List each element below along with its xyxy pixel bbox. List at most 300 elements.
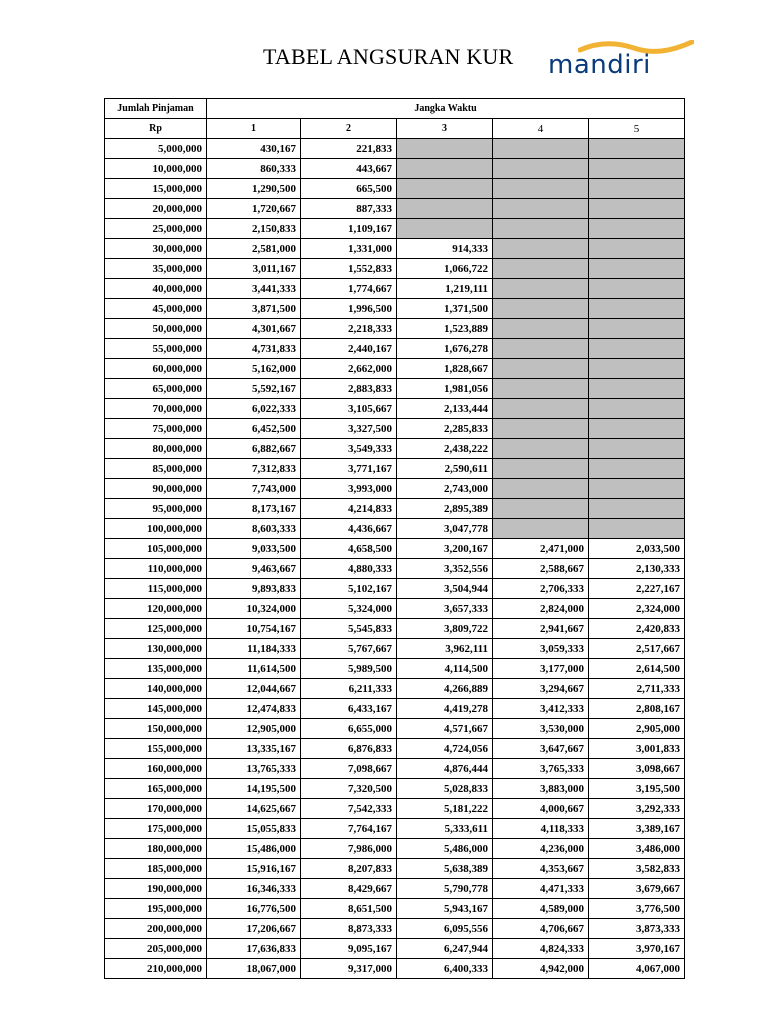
installment-cell: 3,657,333 (397, 599, 493, 619)
installment-cell: 13,765,333 (207, 759, 301, 779)
installment-cell (493, 299, 589, 319)
installment-cell: 1,828,667 (397, 359, 493, 379)
table-row (105, 619, 685, 639)
installment-cell: 5,545,833 (301, 619, 397, 639)
installment-cell (589, 139, 685, 159)
table-row (105, 239, 685, 259)
installment-cell: 3,294,667 (493, 679, 589, 699)
installment-cell: 2,033,500 (589, 539, 685, 559)
installment-cell: 8,651,500 (301, 899, 397, 919)
installment-cell (589, 459, 685, 479)
installment-cell: 2,905,000 (589, 719, 685, 739)
installment-cell: 16,346,333 (207, 879, 301, 899)
installment-cell (493, 339, 589, 359)
loan-amount-cell: 160,000,000 (105, 759, 207, 779)
table-row (105, 759, 685, 779)
installment-cell: 2,590,611 (397, 459, 493, 479)
installment-table (104, 98, 685, 979)
loan-amount-cell: 130,000,000 (105, 639, 207, 659)
installment-cell: 7,098,667 (301, 759, 397, 779)
loan-amount-cell: 195,000,000 (105, 899, 207, 919)
installment-cell (589, 359, 685, 379)
installment-cell: 1,109,167 (301, 219, 397, 239)
installment-cell: 3,871,500 (207, 299, 301, 319)
table-row (105, 859, 685, 879)
installment-cell: 2,824,000 (493, 599, 589, 619)
table-row (105, 899, 685, 919)
loan-amount-cell: 70,000,000 (105, 399, 207, 419)
loan-amount-cell: 185,000,000 (105, 859, 207, 879)
header-row-1 (105, 99, 685, 119)
installment-cell (589, 399, 685, 419)
installment-cell: 1,552,833 (301, 259, 397, 279)
installment-cell: 13,335,167 (207, 739, 301, 759)
installment-cell: 5,943,167 (397, 899, 493, 919)
installment-cell (493, 139, 589, 159)
installment-cell (589, 259, 685, 279)
installment-cell: 4,824,333 (493, 939, 589, 959)
installment-cell (493, 159, 589, 179)
installment-cell (493, 279, 589, 299)
installment-cell: 14,195,500 (207, 779, 301, 799)
installment-cell: 6,433,167 (301, 699, 397, 719)
installment-cell (493, 239, 589, 259)
installment-cell (397, 219, 493, 239)
installment-cell: 4,436,667 (301, 519, 397, 539)
table-row (105, 359, 685, 379)
table-row (105, 639, 685, 659)
loan-amount-cell: 155,000,000 (105, 739, 207, 759)
loan-amount-cell: 180,000,000 (105, 839, 207, 859)
installment-cell: 887,333 (301, 199, 397, 219)
installment-cell: 3,327,500 (301, 419, 397, 439)
installment-cell: 3,530,000 (493, 719, 589, 739)
installment-cell: 2,662,000 (301, 359, 397, 379)
loan-amount-cell: 120,000,000 (105, 599, 207, 619)
installment-cell: 4,942,000 (493, 959, 589, 979)
installment-cell: 4,706,667 (493, 919, 589, 939)
header-loan-amount: Jumlah Pinjaman (105, 99, 207, 119)
installment-cell: 5,324,000 (301, 599, 397, 619)
installment-cell: 7,986,000 (301, 839, 397, 859)
installment-cell: 3,292,333 (589, 799, 685, 819)
installment-cell: 6,655,000 (301, 719, 397, 739)
installment-cell: 3,352,556 (397, 559, 493, 579)
table-row (105, 459, 685, 479)
table-row (105, 799, 685, 819)
installment-cell: 2,706,333 (493, 579, 589, 599)
table-row (105, 879, 685, 899)
header-currency: Rp (105, 119, 207, 139)
installment-cell: 3,679,667 (589, 879, 685, 899)
installment-cell (589, 439, 685, 459)
table-row (105, 439, 685, 459)
installment-cell: 4,658,500 (301, 539, 397, 559)
mandiri-logo (548, 40, 700, 88)
installment-cell: 1,290,500 (207, 179, 301, 199)
installment-cell (493, 439, 589, 459)
loan-amount-cell: 165,000,000 (105, 779, 207, 799)
table-row (105, 959, 685, 979)
installment-cell (397, 199, 493, 219)
installment-cell: 4,876,444 (397, 759, 493, 779)
installment-cell: 5,333,611 (397, 819, 493, 839)
installment-cell: 4,236,000 (493, 839, 589, 859)
installment-cell (493, 359, 589, 379)
loan-amount-cell: 140,000,000 (105, 679, 207, 699)
installment-cell: 3,504,944 (397, 579, 493, 599)
installment-cell: 4,118,333 (493, 819, 589, 839)
installment-cell: 6,095,556 (397, 919, 493, 939)
table-row (105, 379, 685, 399)
installment-cell: 7,312,833 (207, 459, 301, 479)
installment-cell: 3,765,333 (493, 759, 589, 779)
installment-cell (589, 159, 685, 179)
loan-amount-cell: 90,000,000 (105, 479, 207, 499)
installment-cell: 12,474,833 (207, 699, 301, 719)
installment-cell: 9,893,833 (207, 579, 301, 599)
installment-cell (589, 179, 685, 199)
installment-cell: 5,181,222 (397, 799, 493, 819)
installment-cell: 3,993,000 (301, 479, 397, 499)
table-row (105, 319, 685, 339)
loan-amount-cell: 105,000,000 (105, 539, 207, 559)
table-row (105, 199, 685, 219)
installment-cell: 5,767,667 (301, 639, 397, 659)
installment-cell (493, 199, 589, 219)
installment-cell: 2,324,000 (589, 599, 685, 619)
table-row (105, 519, 685, 539)
table-row (105, 499, 685, 519)
loan-amount-cell: 150,000,000 (105, 719, 207, 739)
installment-cell: 1,371,500 (397, 299, 493, 319)
term-header-5: 5 (589, 119, 685, 139)
installment-cell (589, 199, 685, 219)
loan-amount-cell: 30,000,000 (105, 239, 207, 259)
term-header-1: 1 (207, 119, 301, 139)
installment-cell: 6,882,667 (207, 439, 301, 459)
installment-cell: 1,996,500 (301, 299, 397, 319)
logo-text: mandiri (548, 50, 651, 80)
installment-cell: 430,167 (207, 139, 301, 159)
table-row (105, 819, 685, 839)
table-row (105, 919, 685, 939)
table-row (105, 419, 685, 439)
table-row (105, 339, 685, 359)
table-row (105, 279, 685, 299)
installment-cell: 2,150,833 (207, 219, 301, 239)
installment-cell: 1,774,667 (301, 279, 397, 299)
installment-cell: 9,095,167 (301, 939, 397, 959)
installment-cell: 4,880,333 (301, 559, 397, 579)
installment-cell: 6,247,944 (397, 939, 493, 959)
table-row (105, 939, 685, 959)
installment-cell: 4,731,833 (207, 339, 301, 359)
installment-cell (589, 219, 685, 239)
table-row (105, 599, 685, 619)
installment-cell: 15,486,000 (207, 839, 301, 859)
installment-cell: 10,324,000 (207, 599, 301, 619)
installment-cell: 2,614,500 (589, 659, 685, 679)
installment-cell: 4,589,000 (493, 899, 589, 919)
installment-cell: 3,001,833 (589, 739, 685, 759)
installment-cell: 3,441,333 (207, 279, 301, 299)
loan-amount-cell: 45,000,000 (105, 299, 207, 319)
installment-cell: 9,317,000 (301, 959, 397, 979)
installment-cell: 3,486,000 (589, 839, 685, 859)
installment-cell: 6,400,333 (397, 959, 493, 979)
installment-cell: 2,941,667 (493, 619, 589, 639)
header-term: Jangka Waktu (207, 99, 685, 119)
table-row (105, 779, 685, 799)
installment-cell: 2,588,667 (493, 559, 589, 579)
installment-cell: 5,989,500 (301, 659, 397, 679)
installment-cell (589, 319, 685, 339)
loan-amount-cell: 200,000,000 (105, 919, 207, 939)
loan-amount-cell: 110,000,000 (105, 559, 207, 579)
installment-cell (493, 219, 589, 239)
installment-cell: 11,614,500 (207, 659, 301, 679)
installment-cell: 15,055,833 (207, 819, 301, 839)
loan-amount-cell: 75,000,000 (105, 419, 207, 439)
installment-cell: 4,114,500 (397, 659, 493, 679)
installment-cell: 3,962,111 (397, 639, 493, 659)
installment-cell: 2,808,167 (589, 699, 685, 719)
installment-cell (589, 479, 685, 499)
installment-cell: 3,200,167 (397, 539, 493, 559)
table-row (105, 839, 685, 859)
table-row (105, 559, 685, 579)
loan-amount-cell: 15,000,000 (105, 179, 207, 199)
loan-amount-cell: 175,000,000 (105, 819, 207, 839)
loan-amount-cell: 35,000,000 (105, 259, 207, 279)
installment-cell (589, 279, 685, 299)
installment-cell (397, 139, 493, 159)
installment-cell: 5,592,167 (207, 379, 301, 399)
installment-cell: 2,471,000 (493, 539, 589, 559)
installment-cell: 3,047,778 (397, 519, 493, 539)
installment-cell: 6,452,500 (207, 419, 301, 439)
installment-cell: 3,389,167 (589, 819, 685, 839)
loan-amount-cell: 55,000,000 (105, 339, 207, 359)
installment-cell: 2,581,000 (207, 239, 301, 259)
installment-cell (589, 299, 685, 319)
loan-amount-cell: 85,000,000 (105, 459, 207, 479)
installment-cell: 6,211,333 (301, 679, 397, 699)
installment-cell: 5,102,167 (301, 579, 397, 599)
installment-cell (589, 339, 685, 359)
loan-amount-cell: 190,000,000 (105, 879, 207, 899)
table-row (105, 539, 685, 559)
installment-cell (493, 399, 589, 419)
installment-cell (397, 159, 493, 179)
loan-amount-cell: 125,000,000 (105, 619, 207, 639)
installment-cell: 4,571,667 (397, 719, 493, 739)
installment-cell: 5,638,389 (397, 859, 493, 879)
installment-cell: 2,420,833 (589, 619, 685, 639)
loan-amount-cell: 170,000,000 (105, 799, 207, 819)
installment-cell: 15,916,167 (207, 859, 301, 879)
installment-cell: 3,011,167 (207, 259, 301, 279)
table-row (105, 299, 685, 319)
installment-cell: 3,776,500 (589, 899, 685, 919)
header-row-2 (105, 119, 685, 139)
installment-cell: 221,833 (301, 139, 397, 159)
installment-cell: 4,067,000 (589, 959, 685, 979)
installment-cell: 2,133,444 (397, 399, 493, 419)
installment-cell: 914,333 (397, 239, 493, 259)
installment-cell: 1,523,889 (397, 319, 493, 339)
loan-amount-cell: 100,000,000 (105, 519, 207, 539)
table-row (105, 719, 685, 739)
installment-cell: 4,724,056 (397, 739, 493, 759)
installment-cell (589, 419, 685, 439)
installment-cell: 4,000,667 (493, 799, 589, 819)
installment-cell: 4,419,278 (397, 699, 493, 719)
table-row (105, 179, 685, 199)
installment-cell: 2,743,000 (397, 479, 493, 499)
installment-cell: 3,883,000 (493, 779, 589, 799)
installment-cell: 9,033,500 (207, 539, 301, 559)
table-row (105, 259, 685, 279)
installment-cell: 9,463,667 (207, 559, 301, 579)
installment-cell: 6,876,833 (301, 739, 397, 759)
installment-cell (493, 459, 589, 479)
installment-cell (493, 419, 589, 439)
loan-amount-cell: 205,000,000 (105, 939, 207, 959)
installment-cell: 4,471,333 (493, 879, 589, 899)
installment-cell: 665,500 (301, 179, 397, 199)
table-row (105, 479, 685, 499)
installment-cell: 3,582,833 (589, 859, 685, 879)
installment-cell: 17,206,667 (207, 919, 301, 939)
table-row (105, 679, 685, 699)
installment-cell: 3,809,722 (397, 619, 493, 639)
loan-amount-cell: 115,000,000 (105, 579, 207, 599)
installment-cell: 7,743,000 (207, 479, 301, 499)
table-row (105, 579, 685, 599)
installment-cell: 7,764,167 (301, 819, 397, 839)
installment-cell: 2,227,167 (589, 579, 685, 599)
installment-cell: 860,333 (207, 159, 301, 179)
loan-amount-cell: 10,000,000 (105, 159, 207, 179)
loan-amount-cell: 145,000,000 (105, 699, 207, 719)
installment-cell (493, 319, 589, 339)
loan-amount-cell: 25,000,000 (105, 219, 207, 239)
term-header-3: 3 (397, 119, 493, 139)
installment-cell: 3,098,667 (589, 759, 685, 779)
installment-cell: 2,883,833 (301, 379, 397, 399)
installment-cell: 5,790,778 (397, 879, 493, 899)
installment-cell (493, 499, 589, 519)
page-title: TABEL ANGSURAN KUR (263, 44, 514, 69)
installment-cell: 3,647,667 (493, 739, 589, 759)
installment-cell: 10,754,167 (207, 619, 301, 639)
installment-cell: 18,067,000 (207, 959, 301, 979)
installment-cell: 12,905,000 (207, 719, 301, 739)
installment-cell: 3,970,167 (589, 939, 685, 959)
table-row (105, 399, 685, 419)
installment-cell: 4,266,889 (397, 679, 493, 699)
installment-cell: 12,044,667 (207, 679, 301, 699)
installment-cell (493, 379, 589, 399)
installment-cell: 4,214,833 (301, 499, 397, 519)
installment-cell: 8,873,333 (301, 919, 397, 939)
installment-cell: 443,667 (301, 159, 397, 179)
installment-cell: 7,542,333 (301, 799, 397, 819)
installment-cell: 4,353,667 (493, 859, 589, 879)
installment-cell: 6,022,333 (207, 399, 301, 419)
installment-cell: 8,429,667 (301, 879, 397, 899)
installment-cell (493, 259, 589, 279)
table-row (105, 139, 685, 159)
installment-cell (493, 519, 589, 539)
installment-cell (397, 179, 493, 199)
installment-cell: 3,771,167 (301, 459, 397, 479)
table-row (105, 159, 685, 179)
table-row (105, 739, 685, 759)
installment-cell: 3,549,333 (301, 439, 397, 459)
installment-cell: 11,184,333 (207, 639, 301, 659)
term-header-2: 2 (301, 119, 397, 139)
installment-cell: 2,440,167 (301, 339, 397, 359)
table-row (105, 659, 685, 679)
installment-cell: 2,218,333 (301, 319, 397, 339)
installment-cell (589, 499, 685, 519)
installment-cell: 3,195,500 (589, 779, 685, 799)
installment-cell: 3,412,333 (493, 699, 589, 719)
installment-cell: 2,130,333 (589, 559, 685, 579)
loan-amount-cell: 210,000,000 (105, 959, 207, 979)
installment-cell: 1,066,722 (397, 259, 493, 279)
loan-amount-cell: 40,000,000 (105, 279, 207, 299)
installment-cell: 2,711,333 (589, 679, 685, 699)
installment-cell: 5,028,833 (397, 779, 493, 799)
term-header-4: 4 (493, 119, 589, 139)
installment-cell: 7,320,500 (301, 779, 397, 799)
installment-cell: 5,486,000 (397, 839, 493, 859)
installment-cell (493, 479, 589, 499)
loan-amount-cell: 80,000,000 (105, 439, 207, 459)
installment-cell: 2,895,389 (397, 499, 493, 519)
installment-cell: 2,517,667 (589, 639, 685, 659)
installment-cell: 3,105,667 (301, 399, 397, 419)
loan-amount-cell: 5,000,000 (105, 139, 207, 159)
loan-amount-cell: 65,000,000 (105, 379, 207, 399)
installment-cell: 8,173,167 (207, 499, 301, 519)
installment-cell: 5,162,000 (207, 359, 301, 379)
installment-cell (589, 379, 685, 399)
installment-cell: 2,285,833 (397, 419, 493, 439)
table-row (105, 219, 685, 239)
installment-cell: 1,219,111 (397, 279, 493, 299)
installment-cell: 17,636,833 (207, 939, 301, 959)
installment-cell: 14,625,667 (207, 799, 301, 819)
loan-amount-cell: 60,000,000 (105, 359, 207, 379)
installment-cell: 3,177,000 (493, 659, 589, 679)
installment-cell: 8,207,833 (301, 859, 397, 879)
installment-cell: 3,059,333 (493, 639, 589, 659)
installment-cell: 1,676,278 (397, 339, 493, 359)
installment-cell: 16,776,500 (207, 899, 301, 919)
loan-amount-cell: 20,000,000 (105, 199, 207, 219)
installment-cell: 3,873,333 (589, 919, 685, 939)
installment-cell (589, 239, 685, 259)
loan-amount-cell: 135,000,000 (105, 659, 207, 679)
table-row (105, 699, 685, 719)
installment-cell: 4,301,667 (207, 319, 301, 339)
loan-amount-cell: 50,000,000 (105, 319, 207, 339)
